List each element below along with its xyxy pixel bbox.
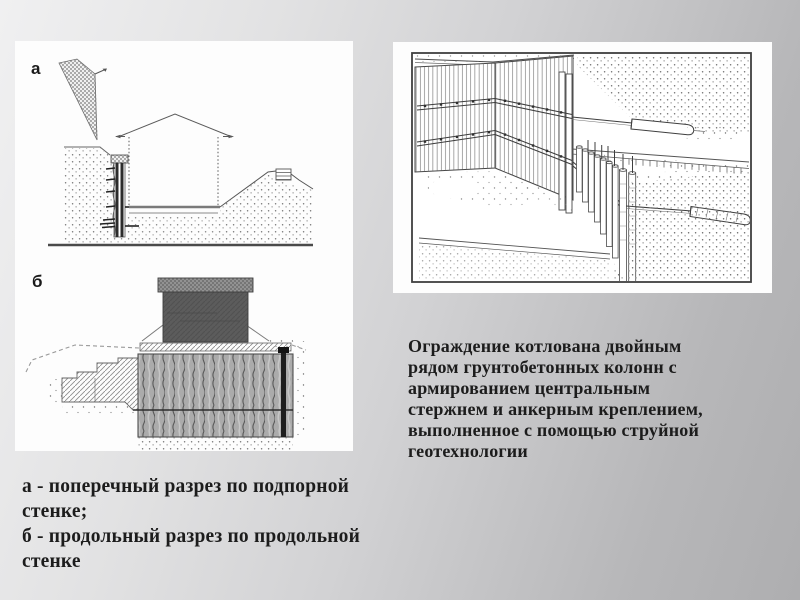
caption-left [22, 474, 360, 574]
isometric-drawing [393, 42, 772, 293]
caption-left-line-1: а - поперечный разрез по подпорной [22, 476, 350, 497]
caption-left-line-4: стенке [22, 551, 81, 572]
diagram-b-stepped-wall [62, 358, 140, 410]
diagram-b-cap-beam [140, 343, 291, 351]
diagram-a-label: а [31, 59, 41, 78]
diagram-a-house [115, 114, 234, 207]
caption-right-line-2: рядом грунтобетонных колонн с [408, 357, 677, 377]
right-figure-panel [393, 42, 772, 293]
caption-right-line-5: выполненное с помощью струйной [408, 420, 700, 440]
diagram-b-building-block [142, 278, 269, 342]
diagram-b-label: б [32, 272, 43, 291]
caption-right-line-1: Ограждение котлована двойным [408, 336, 682, 356]
caption-left-line-3: б - продольный разрез по продольной [22, 526, 361, 547]
diagram-a-excavation [127, 169, 313, 243]
diagram-b-column-wall [133, 347, 293, 437]
central-rod [281, 351, 286, 437]
caption-right-line-6: геотехнологии [408, 441, 528, 461]
caption-left-line-2: стенке; [22, 501, 88, 522]
left-figure-panel [15, 41, 353, 451]
diagram-a-soil-wedge [59, 59, 107, 140]
corner-column [559, 72, 565, 210]
caption-right-line-4: стержнем и анкерным креплением, [408, 399, 703, 419]
caption-right-line-3: армированием центральным [408, 378, 651, 398]
caption-right [408, 336, 703, 462]
section-diagrams [15, 41, 353, 451]
